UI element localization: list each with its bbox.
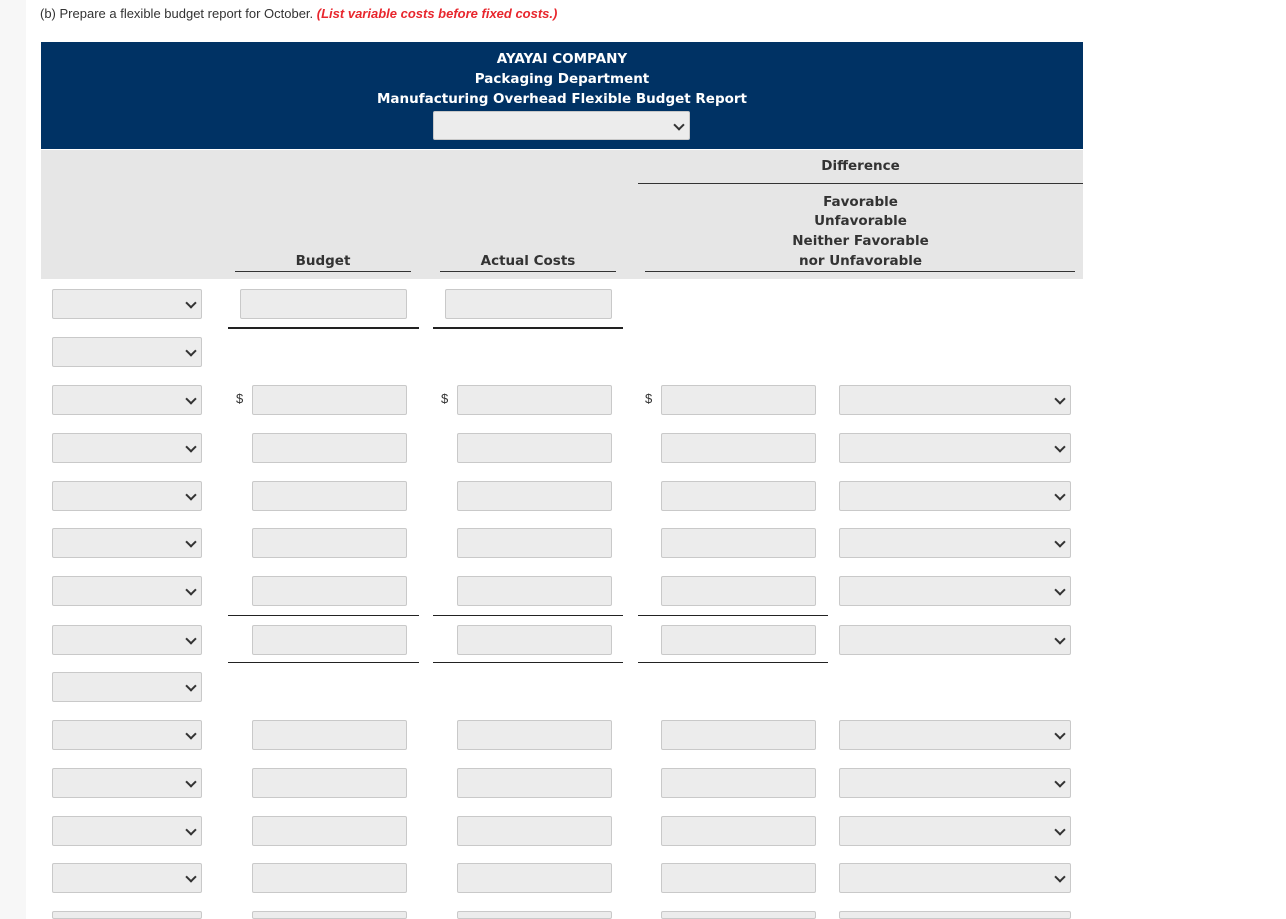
instruction-prefix: (b) Prepare a flexible budget report for October.: [40, 6, 314, 21]
difference-header: Difference: [821, 158, 900, 174]
difference-type-select[interactable]: [839, 528, 1071, 558]
actual-costs-header: Actual Costs: [480, 253, 576, 269]
column-header: [41, 150, 1083, 279]
difference-type-select[interactable]: [839, 768, 1071, 798]
budget-header-rule: [235, 271, 411, 272]
chevron-down-icon: [1054, 776, 1065, 787]
actual-input[interactable]: [457, 816, 612, 846]
chevron-down-icon: [185, 441, 196, 452]
difference-type-select[interactable]: [839, 863, 1071, 893]
chevron-down-icon: [1054, 489, 1065, 500]
chevron-down-icon: [185, 536, 196, 547]
chevron-down-icon: [185, 680, 196, 691]
actual-input[interactable]: [445, 289, 612, 319]
actual-input[interactable]: [457, 576, 612, 606]
chevron-down-icon: [673, 119, 684, 130]
budget-input[interactable]: [252, 911, 407, 919]
line-item-select[interactable]: [52, 911, 202, 919]
line-item-select[interactable]: [52, 289, 202, 319]
line-item-select[interactable]: [52, 625, 202, 655]
difference-subtotal-rule: [638, 615, 828, 616]
difference-option-nor: nor Unfavorable: [798, 253, 923, 269]
budget-input[interactable]: [252, 720, 407, 750]
department-name: Packaging Department: [474, 71, 650, 87]
budget-total-rule: [228, 327, 419, 329]
budget-input[interactable]: [252, 625, 407, 655]
actual-input[interactable]: [457, 433, 612, 463]
difference-header-rule: [645, 271, 1075, 272]
difference-input[interactable]: [661, 720, 816, 750]
budget-subtotal-rule: [228, 615, 419, 616]
actual-input[interactable]: [457, 385, 612, 415]
line-item-select[interactable]: [52, 720, 202, 750]
difference-subtotal-rule: [638, 662, 828, 663]
chevron-down-icon: [185, 297, 196, 308]
budget-input[interactable]: [240, 289, 407, 319]
line-item-select[interactable]: [52, 672, 202, 702]
chevron-down-icon: [185, 776, 196, 787]
line-item-select[interactable]: [52, 528, 202, 558]
actual-input[interactable]: [457, 528, 612, 558]
difference-input[interactable]: [661, 863, 816, 893]
difference-type-select[interactable]: [839, 816, 1071, 846]
period-select[interactable]: [433, 111, 690, 140]
difference-option-favorable: Favorable: [823, 194, 898, 210]
chevron-down-icon: [185, 633, 196, 644]
budget-subtotal-rule: [228, 662, 419, 663]
difference-input[interactable]: [661, 816, 816, 846]
actual-input[interactable]: [457, 481, 612, 511]
chevron-down-icon: [185, 728, 196, 739]
chevron-down-icon: [185, 824, 196, 835]
chevron-down-icon: [1054, 441, 1065, 452]
line-item-select[interactable]: [52, 768, 202, 798]
chevron-down-icon: [185, 345, 196, 356]
instruction-hint: (List variable costs before fixed costs.): [316, 6, 558, 21]
chevron-down-icon: [1054, 536, 1065, 547]
actual-input[interactable]: [457, 625, 612, 655]
budget-input[interactable]: [252, 481, 407, 511]
difference-type-select[interactable]: [839, 576, 1071, 606]
difference-input[interactable]: [661, 768, 816, 798]
difference-input[interactable]: [661, 528, 816, 558]
budget-input[interactable]: [252, 385, 407, 415]
budget-input[interactable]: [252, 816, 407, 846]
chevron-down-icon: [1054, 728, 1065, 739]
chevron-down-icon: [185, 393, 196, 404]
instruction-text: [40, 6, 557, 21]
line-item-select[interactable]: [52, 385, 202, 415]
chevron-down-icon: [185, 584, 196, 595]
budget-dollar-sign: $: [236, 391, 244, 406]
difference-input[interactable]: [661, 481, 816, 511]
budget-input[interactable]: [252, 576, 407, 606]
difference-dollar-sign: $: [645, 391, 653, 406]
budget-header: Budget: [295, 253, 351, 269]
actual-input[interactable]: [457, 720, 612, 750]
difference-type-select[interactable]: [839, 481, 1071, 511]
difference-input[interactable]: [661, 625, 816, 655]
chevron-down-icon: [1054, 824, 1065, 835]
actual-subtotal-rule: [433, 615, 623, 616]
difference-type-select[interactable]: [839, 720, 1071, 750]
difference-type-select[interactable]: [839, 385, 1071, 415]
difference-input[interactable]: [661, 385, 816, 415]
line-item-select[interactable]: [52, 433, 202, 463]
page-margin: [0, 0, 26, 919]
line-item-select[interactable]: [52, 337, 202, 367]
budget-input[interactable]: [252, 768, 407, 798]
difference-rule: [638, 183, 1083, 184]
line-item-select[interactable]: [52, 576, 202, 606]
line-item-select[interactable]: [52, 481, 202, 511]
difference-type-select[interactable]: [839, 625, 1071, 655]
budget-input[interactable]: [252, 863, 407, 893]
chevron-down-icon: [1054, 871, 1065, 882]
report-title: Manufacturing Overhead Flexible Budget Report: [376, 91, 748, 107]
difference-input[interactable]: [661, 911, 816, 919]
difference-option-unfavorable: Unfavorable: [814, 213, 907, 229]
difference-input[interactable]: [661, 433, 816, 463]
actual-dollar-sign: $: [441, 391, 449, 406]
chevron-down-icon: [1054, 633, 1065, 644]
company-name: AYAYAI COMPANY: [496, 51, 628, 67]
line-item-select[interactable]: [52, 863, 202, 893]
budget-input[interactable]: [252, 528, 407, 558]
chevron-down-icon: [185, 871, 196, 882]
actual-input[interactable]: [457, 911, 612, 919]
budget-input[interactable]: [252, 433, 407, 463]
chevron-down-icon: [1054, 584, 1065, 595]
difference-type-select[interactable]: [839, 433, 1071, 463]
line-item-select[interactable]: [52, 816, 202, 846]
difference-input[interactable]: [661, 576, 816, 606]
report-header: [41, 42, 1083, 149]
chevron-down-icon: [185, 489, 196, 500]
actual-input[interactable]: [457, 768, 612, 798]
actual-input[interactable]: [457, 863, 612, 893]
chevron-down-icon: [1054, 393, 1065, 404]
actual-total-rule: [433, 327, 623, 329]
difference-option-neither: Neither Favorable: [792, 233, 929, 249]
actual-header-rule: [440, 271, 616, 272]
difference-type-select[interactable]: [839, 911, 1071, 919]
actual-subtotal-rule: [433, 662, 623, 663]
